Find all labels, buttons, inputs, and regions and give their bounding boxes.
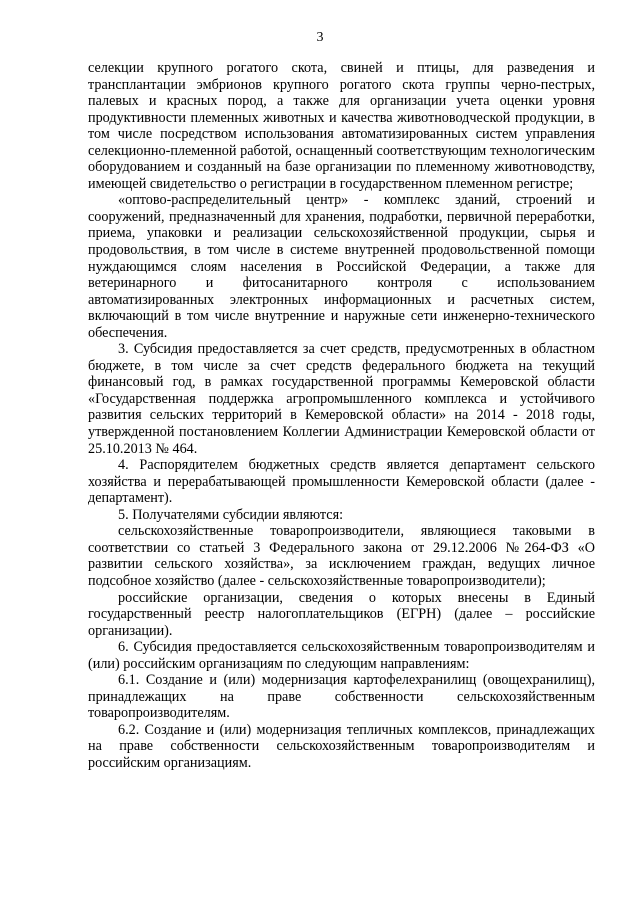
- paragraph-russian-organizations: российские организации, сведения о которых внесены в Единый государственный реестр налогоплательщиков (ЕГРН) (далее – российские организации).: [88, 589, 595, 639]
- paragraph-wholesale-center-definition: «оптово-распределительный центр» - комплекс зданий, строений и сооружений, предназначенный для хранения, подработки, первичной переработки, приема, упаковки и реализации сельскохозяйственной продукции, сырья и продовольствия, в том числе в системе внутренней продовольственной помощи нуждающимся слоям населения в Российской Федерации, а также для ветеринарного и фитосанитарного контроля с использованием автоматизированных электронных информационных и расчетных систем, включающий в том числе внутренние и наружные сети инженерно-технического обеспечения.: [88, 192, 595, 341]
- paragraph-clause-6-2: 6.2. Создание и (или) модернизация тепличных комплексов, принадлежащих на праве собственности сельскохозяйственным товаропроизводителям и российским организациям.: [88, 721, 595, 771]
- paragraph-breeding-center-continuation: селекции крупного рогатого скота, свиней и птицы, для разведения и трансплантации эмбрионов крупного рогатого скота группы черно-пестрых, палевых и красных пород, а также для организации учета оценки уровня продуктивности племенных животных и качества животноводческой продукции, в том числе посредством использования автоматизированных систем управления селекционно-племенной работой, оснащенный соответствующим технологическим оборудованием и созданный на базе организации по племенному животноводству, имеющей свидетельство о регистрации в государственном племенном регистре;: [88, 60, 595, 192]
- page-number: 3: [316, 30, 324, 45]
- paragraph-agricultural-producers: сельскохозяйственные товаропроизводители, являющиеся таковыми в соответствии со статьей 3 Федерального закона от 29.12.2006 №264-ФЗ «О развитии сельского хозяйства», за исключением граждан, ведущих личное подсобное хозяйство (далее - сельскохозяйственные товаропроизводители);: [88, 523, 595, 589]
- paragraph-clause-4: 4. Распорядителем бюджетных средств является департамент сельского хозяйства и перерабатывающей промышленности Кемеровской области (далее - департамент).: [88, 457, 595, 507]
- paragraph-clause-5: 5. Получателями субсидии являются:: [118, 506, 344, 523]
- paragraph-clause-6: 6. Субсидия предоставляется сельскохозяйственным товаропроизводителям и (или) российским организациям по следующим направлениям:: [88, 639, 595, 672]
- paragraph-clause-6-1: 6.1. Создание и (или) модернизация картофелехранилищ (овощехранилищ), принадлежащих на праве собственности сельскохозяйственным товаропроизводителям.: [88, 672, 595, 722]
- document-body: [88, 60, 595, 772]
- paragraph-clause-3: 3. Субсидия предоставляется за счет средств, предусмотренных в областном бюджете, в том числе за счет средств федерального бюджета на текущий финансовый год, в рамках государственной программы Кемеровской области «Государственная поддержка агропромышленного комплекса и устойчивого развития сельских территорий в Кемеровской области» на 2014 - 2018 годы, утвержденной постановлением Коллегии Администрации Кемеровской области от 25.10.2013 № 464.: [88, 341, 595, 457]
